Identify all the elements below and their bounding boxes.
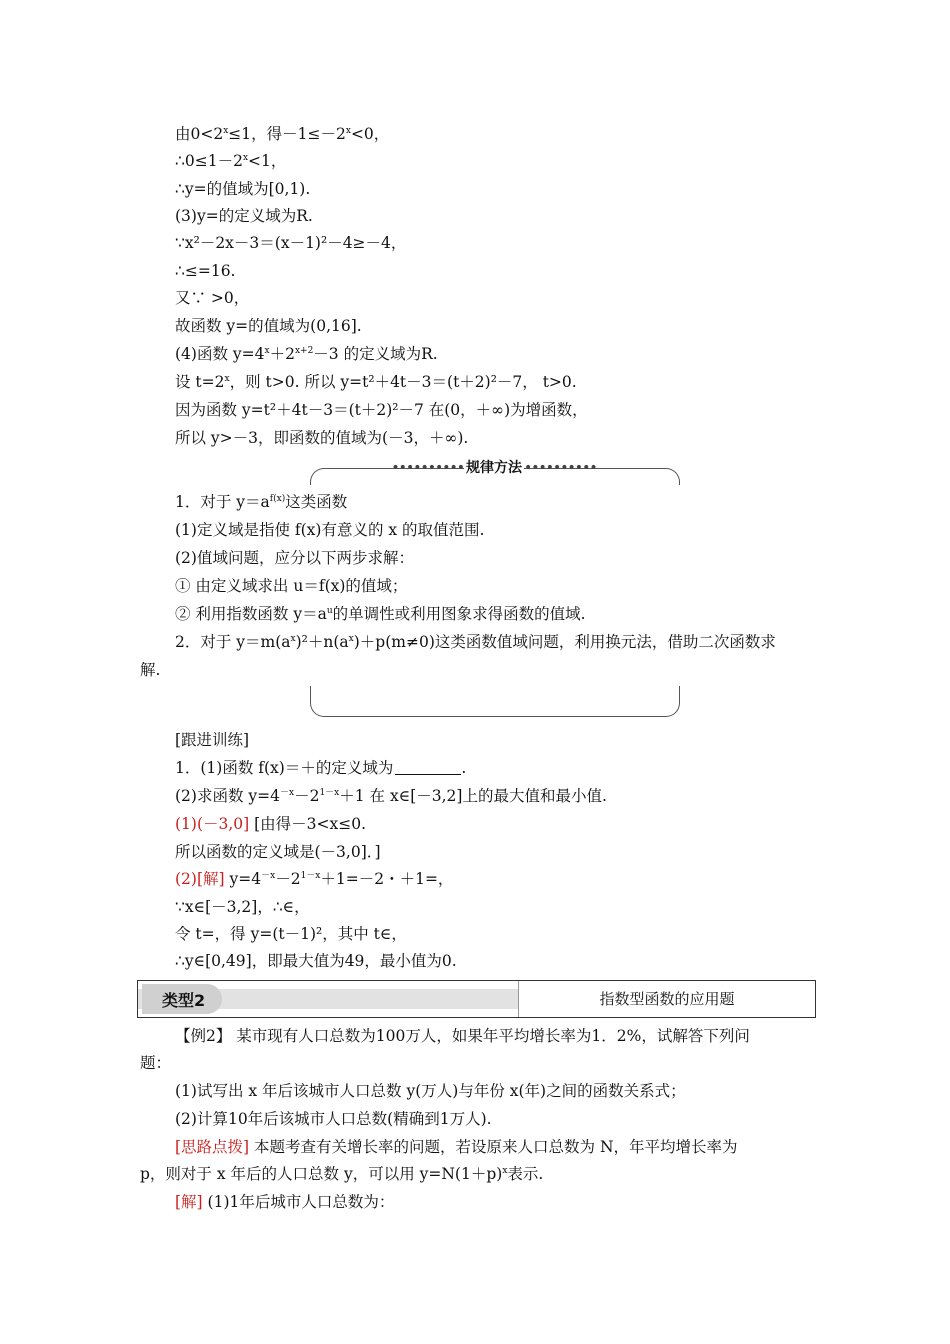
practice-question-1: 1．(1)函数 f(x)＝＋的定义域为 . <box>175 759 467 777</box>
practice-question-2: (2)求函数 $y=4^{-x}-2^{1-x}+1$ 在 x∈[－3,2]上的最大值和最小值. <box>175 787 607 805</box>
solution-label: [解] <box>175 1193 203 1211</box>
solution-line-7: 又∵ >0， <box>175 289 250 307</box>
method-box-title: •••••••••• 规律方法 •••••••••• <box>391 460 597 476</box>
practice-heading: [跟进训练] <box>175 731 250 749</box>
solution-line-11: 因为函数 y=t²＋4t－3＝(t＋2)²－7 在(0，＋∞)为增函数， <box>175 401 588 419</box>
solution-line-10: 设 $t=2^x$，则 t>0. 所以 y=t²＋4t－3＝(t＋2)²－7， t>0. <box>175 373 577 391</box>
practice-answer-3: (2)[解] $y=4^{-x}-2^{1-x}+1=-2$・＋1=， <box>175 870 454 888</box>
solution-line-9: (4)函数 $y=4^x+2^{x+2}-3$ 的定义域为R. <box>175 345 438 363</box>
hint-label: [思路点拨] <box>175 1138 250 1156</box>
example-line-1: 【例2】 某市现有人口总数为100万人，如果年平均增长率为1．2%，试解答下列问 <box>175 1027 750 1045</box>
method-line-2: (1)定义域是指使 f(x)有意义的 x 的取值范围. <box>175 521 485 539</box>
answer-label: (1)(－3,0] <box>175 815 250 833</box>
practice-answer-2: 所以函数的定义域是(－3,0]．] <box>175 843 381 861</box>
solution-line-8: 故函数 y=的值域为(0,16]. <box>175 317 362 335</box>
type-title: 指数型函数的应用题 <box>599 990 735 1008</box>
solution-line-2: $\therefore 0\le 1-2^x<1$， <box>175 152 287 170</box>
solution-line-5: ∵x²－2x－3＝(x－1)²－4≥－4， <box>175 234 407 252</box>
solution-line-6: ∴≤=16. <box>175 262 236 280</box>
example-line-7: [解] (1)1年后城市人口总数为： <box>175 1193 395 1211</box>
solution-line-1: 由$0<2^x\le 1$，得$-1\le-2^x<0$， <box>175 125 390 143</box>
method-line-1: 1．对于 $y=a^{f(x)}$这类函数 <box>175 493 348 511</box>
type-label: 类型2 <box>162 991 206 1010</box>
solution-line-12: 所以 y>－3，即函数的值域为(－3，＋∞). <box>175 429 469 447</box>
practice-answer-6: ∴y∈[0,49]，即最大值为49，最小值为0. <box>175 952 457 970</box>
example-line-5: [思路点拨] 本题考查有关增长率的问题，若设原来人口总数为 N，年平均增长率为 <box>175 1138 738 1156</box>
method-line-7: 解. <box>140 661 161 679</box>
example-line-2: 题： <box>140 1054 172 1072</box>
example-line-6: p，则对于 x 年后的人口总数 y，可以用 $y=N(1+p)^x$表示. <box>140 1165 544 1183</box>
solution-line-3: ∴y=的值域为[0,1). <box>175 180 311 198</box>
section-type-header <box>137 980 816 1018</box>
example-line-3: (1)试写出 x 年后该城市人口总数 y(万人)与年份 x(年)之间的函数关系式； <box>175 1082 686 1100</box>
method-box-bottom-frame <box>310 686 680 717</box>
method-line-3: (2)值域问题，应分以下两步求解： <box>175 549 414 567</box>
example-line-4: (2)计算10年后该城市人口总数(精确到1万人). <box>175 1110 492 1128</box>
method-line-5: ② 利用指数函数 $y=a^u$的单调性或利用图象求得函数的值域. <box>175 605 586 623</box>
answer-blank <box>395 760 461 775</box>
method-line-6: 2．对于 $y=m(a^x)^2+n(a^x)+p(m\ne 0)$这类函数值域问题，利用换元法，借助二次函数求 <box>175 633 776 651</box>
practice-answer-5: 令 t=，得 y=(t－1)²，其中 t∈， <box>175 925 407 943</box>
type-band <box>138 981 519 1017</box>
practice-answer-4: ∵x∈[－3,2]，∴∈， <box>175 898 310 916</box>
solution-line-4: (3)y=的定义域为R. <box>175 207 313 225</box>
solution-label: (2)[解] <box>175 870 225 888</box>
method-line-4: ① 由定义域求出 u＝f(x)的值域； <box>175 577 408 595</box>
practice-answer-1: (1)(－3,0] [由得－3<x≤0. <box>175 815 367 833</box>
